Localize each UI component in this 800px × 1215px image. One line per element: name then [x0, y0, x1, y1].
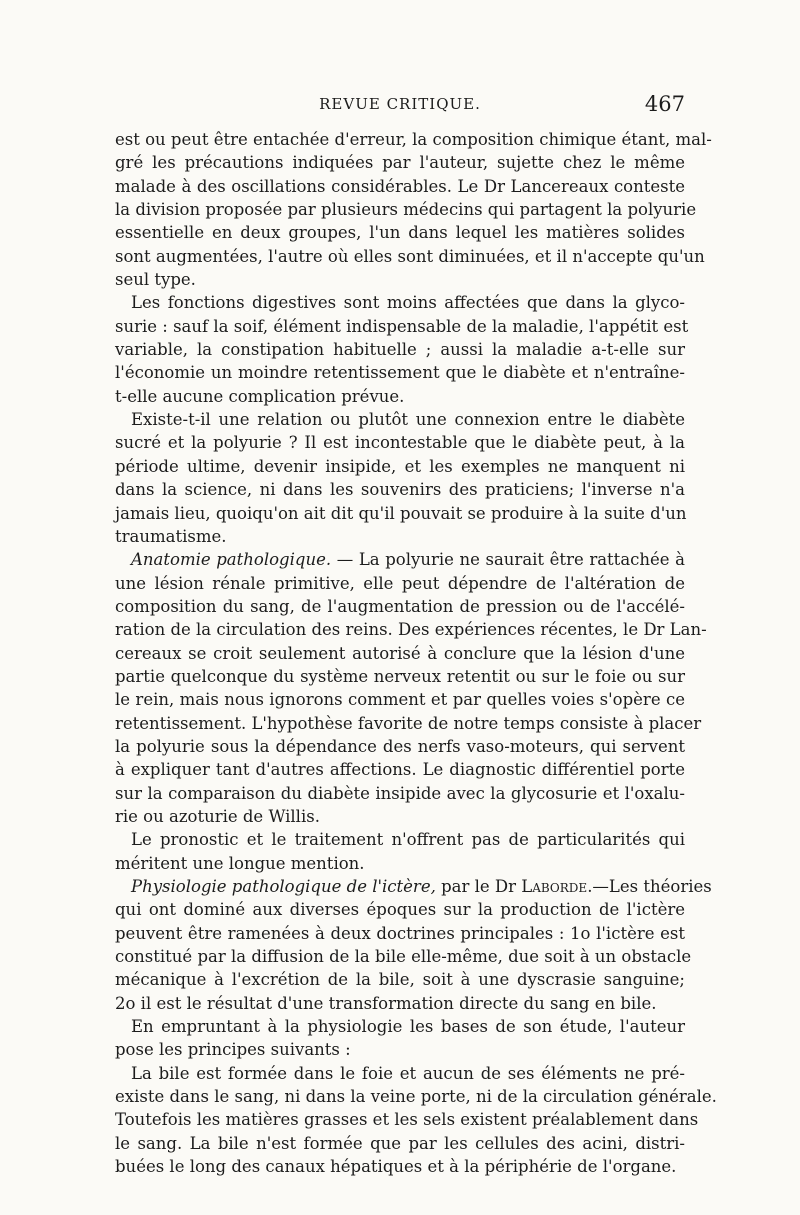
text-line	[115, 735, 685, 758]
text-line	[115, 1015, 685, 1038]
line-text: est ou peut être entachée d'erreur, la composition chimique étant, mal-	[115, 130, 712, 149]
text-line	[115, 572, 685, 595]
line-text: composition du sang, de l'augmentation de pression ou de l'accélé-	[115, 596, 685, 616]
line-text: gré les précautions indiquées par l'auteur, sujette chez le même	[115, 153, 685, 173]
line-text: qui ont dominé aux diverses époques sur la production de l'ictère	[115, 900, 685, 920]
line-text: ration de la circulation des reins. Des expériences récentes, le Dr Lan-	[115, 620, 707, 640]
text-line	[115, 361, 685, 384]
text-line	[115, 245, 705, 268]
line-text: traumatisme.	[115, 526, 227, 546]
text-line	[115, 782, 685, 805]
line-text: pose les principes suivants :	[115, 1040, 351, 1060]
text-line	[115, 385, 685, 408]
line-text: Existe-t-il une relation ou plutôt une connexion entre le diabète	[131, 410, 685, 430]
text-line	[115, 922, 685, 945]
text-line	[115, 175, 685, 198]
body-text	[115, 128, 717, 1178]
text-line	[115, 221, 685, 244]
line-text: le sang. La bile n'est formée que par les cellules des acini, distri-	[115, 1133, 685, 1153]
line-text: En empruntant à la physiologie les bases de son étude, l'auteur	[131, 1017, 685, 1037]
text-line	[115, 875, 712, 898]
text-line	[115, 945, 692, 968]
text-line	[115, 828, 685, 851]
line-text: par le Dr	[435, 877, 522, 896]
line-text: sur la comparaison du diabète insipide avec la glycosurie et l'oxalu-	[115, 783, 685, 803]
line-text: surie : sauf la soif, élément indispensable de la maladie, l'appétit est	[115, 316, 689, 336]
line-text: le rein, mais nous ignorons comment et par quelles voies s'opère ce	[115, 690, 685, 710]
running-title: REVUE CRITIQUE.	[319, 95, 481, 113]
line-text: — La polyurie ne saurait être rattachée à	[331, 550, 686, 570]
page-header	[115, 92, 685, 125]
text-line	[115, 268, 685, 291]
text-line	[115, 338, 685, 361]
text-line	[115, 525, 685, 548]
line-text: seul type.	[115, 270, 196, 290]
text-line	[115, 805, 685, 828]
text-line	[115, 1038, 685, 1061]
section-heading: Physiologie pathologique de l'ictère,	[131, 877, 436, 896]
line-text: mécanique à l'excrétion de la bile, soit à une dyscrasie sanguine;	[115, 970, 685, 990]
section-heading: Anatomie pathologique.	[131, 550, 332, 570]
line-text: méritent une longue mention.	[115, 853, 365, 873]
text-line	[115, 315, 689, 338]
line-text: .—Les théories	[587, 877, 712, 896]
line-text: peuvent être ramenées à deux doctrines principales : 1o l'ictère est	[115, 923, 685, 943]
text-line	[115, 478, 685, 501]
line-text: la polyurie sous la dépendance des nerfs vaso-moteurs, qui servent	[115, 736, 685, 756]
line-text: dans la science, ni dans les souvenirs des praticiens; l'inverse n'a	[115, 480, 685, 500]
line-text: t-elle aucune complication prévue.	[115, 386, 405, 406]
line-text: retentissement. L'hypothèse favorite de notre temps consiste à placer	[115, 713, 702, 733]
line-text: sucré et la polyurie ? Il est incontestable que le diabète peut, à la	[115, 433, 685, 453]
text-line	[115, 898, 685, 921]
text-line	[115, 291, 685, 314]
text-line	[115, 1132, 685, 1155]
text-line	[115, 852, 685, 875]
page-number: 467	[644, 92, 685, 116]
text-line	[115, 151, 685, 174]
text-line	[115, 455, 685, 478]
line-text: rie ou azoturie de Willis.	[115, 806, 320, 826]
line-text: existe dans le sang, ni dans la veine porte, ni de la circulation générale.	[115, 1087, 717, 1107]
text-line	[115, 642, 685, 665]
line-text: période ultime, devenir insipide, et les exemples ne manquent ni	[115, 456, 685, 476]
text-line	[115, 688, 685, 711]
text-line	[115, 1108, 699, 1131]
text-line	[115, 665, 685, 688]
text-line	[115, 128, 712, 151]
line-text: la division proposée par plusieurs médecins qui partagent la polyurie	[115, 200, 697, 220]
line-text: Toutefois les matières grasses et les sels existent préalablement dans	[115, 1110, 699, 1130]
line-text: buées le long des canaux hépatiques et à la périphérie de l'organe.	[115, 1157, 677, 1177]
line-text: La bile est formée dans le foie et aucun de ses éléments ne pré-	[131, 1063, 685, 1083]
text-line	[115, 992, 685, 1015]
text-line	[115, 712, 702, 735]
line-text: Le pronostic et le traitement n'offrent pas de particularités qui	[131, 830, 685, 850]
text-line	[115, 1085, 717, 1108]
text-line	[115, 595, 685, 618]
line-text: cereaux se croit seulement autorisé à conclure que la lésion d'une	[115, 643, 685, 663]
line-text: Les fonctions digestives sont moins affectées que dans la glyco-	[131, 293, 685, 313]
line-text: jamais lieu, quoiqu'on ait dit qu'il pouvait se produire à la suite d'un	[115, 503, 687, 523]
text-line	[115, 502, 685, 525]
line-text: constitué par la diffusion de la bile elle-même, due soit à un obstacle	[115, 947, 692, 967]
line-text: sont augmentées, l'autre où elles sont diminuées, et il n'accepte qu'un	[115, 246, 705, 266]
line-text: 2o il est le résultat d'une transformation directe du sang en bile.	[115, 993, 657, 1013]
line-text: essentielle en deux groupes, l'un dans lequel les matières solides	[115, 223, 685, 243]
text-line	[115, 548, 685, 571]
text-line	[115, 968, 685, 991]
text-line	[115, 408, 685, 431]
line-text: variable, la constipation habituelle ; aussi la maladie a-t-elle sur	[115, 340, 685, 360]
text-line	[115, 1155, 685, 1178]
text-line	[115, 431, 685, 454]
line-text: partie quelconque du système nerveux retentit ou sur le foie ou sur	[115, 666, 685, 686]
text-line	[115, 618, 707, 641]
author-name: Laborde	[521, 877, 588, 896]
text-line	[115, 198, 697, 221]
line-text: malade à des oscillations considérables. Le Dr Lancereaux conteste	[115, 176, 685, 196]
text-line	[115, 1062, 685, 1085]
line-text: l'économie un moindre retentissement que le diabète et n'entraîne-	[115, 363, 685, 383]
line-text: une lésion rénale primitive, elle peut dépendre de l'altération de	[115, 573, 685, 593]
text-line	[115, 758, 685, 781]
line-text: à expliquer tant d'autres affections. Le diagnostic différentiel porte	[115, 760, 685, 780]
